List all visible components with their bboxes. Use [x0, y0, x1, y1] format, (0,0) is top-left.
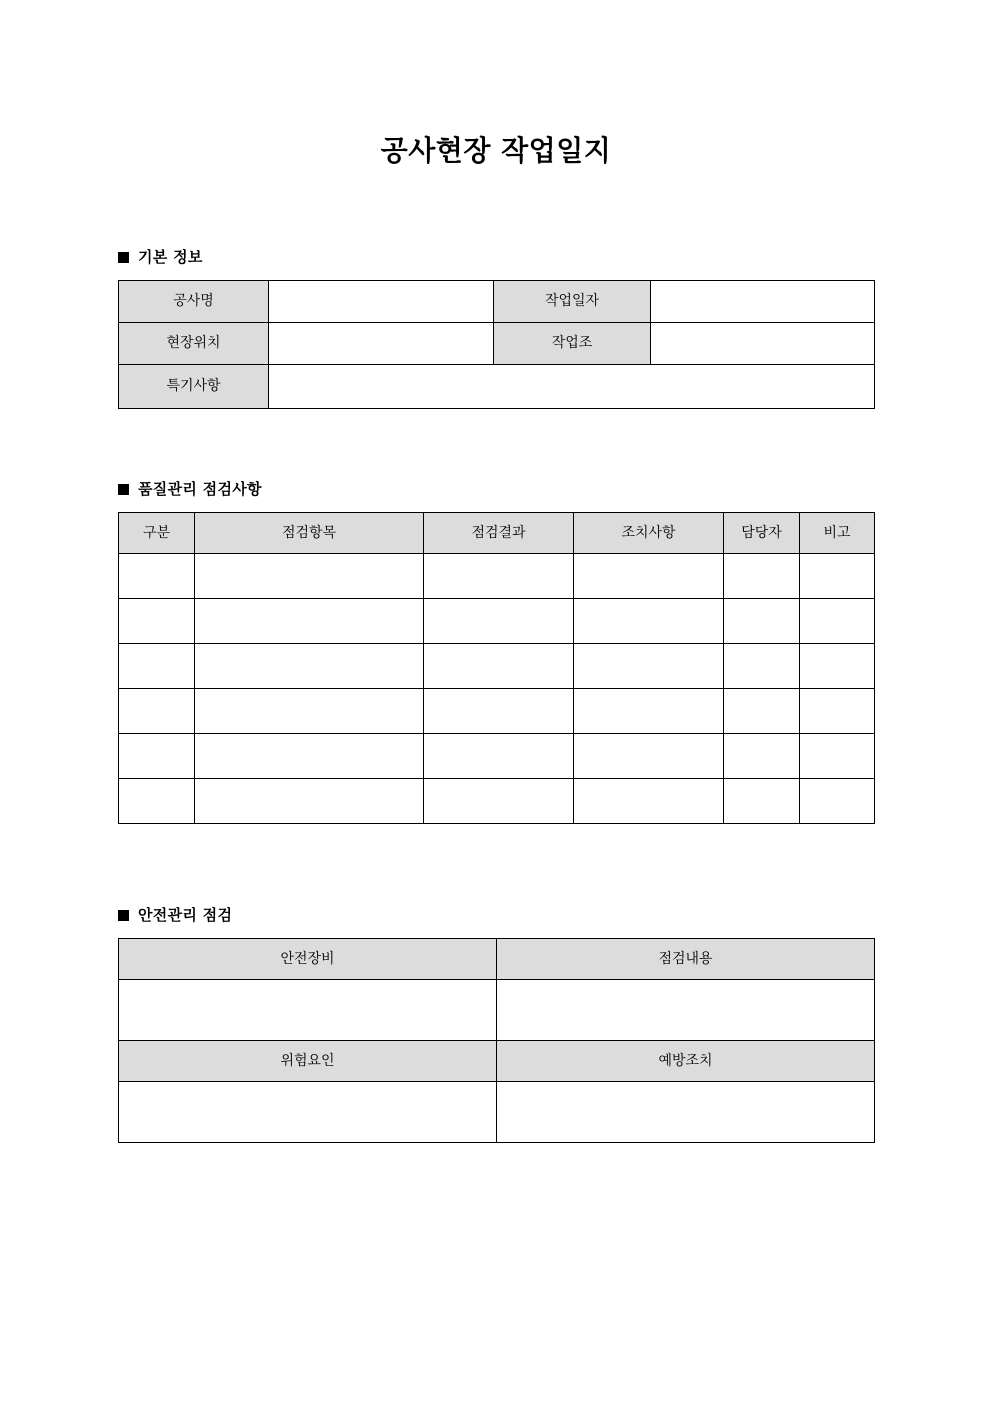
column-header-remarks: 비고: [800, 513, 875, 554]
page-title: 공사현장 작업일지: [380, 134, 612, 167]
cell-inspection-result[interactable]: [424, 734, 574, 779]
field-site-location[interactable]: [269, 323, 494, 365]
cell-person-in-charge[interactable]: [724, 734, 800, 779]
cell-person-in-charge[interactable]: [724, 599, 800, 644]
field-risk-factor[interactable]: [119, 1082, 497, 1143]
column-header-preventive-measure: 예방조치: [497, 1041, 875, 1082]
cell-inspection-item[interactable]: [195, 554, 424, 599]
cell-inspection-item[interactable]: [195, 689, 424, 734]
cell-inspection-result[interactable]: [424, 554, 574, 599]
cell-inspection-result[interactable]: [424, 689, 574, 734]
cell-action-taken[interactable]: [574, 779, 724, 824]
cell-inspection-result[interactable]: [424, 599, 574, 644]
quality-control-table: [118, 512, 875, 824]
table-header-row: [119, 1041, 875, 1082]
field-project-name[interactable]: [269, 281, 494, 323]
cell-remarks[interactable]: [800, 779, 875, 824]
column-header-safety-equipment: 안전장비: [119, 939, 497, 980]
section-bullet-icon: [118, 484, 129, 495]
table-header-row: [119, 939, 875, 980]
cell-category[interactable]: [119, 599, 195, 644]
table-row: [119, 689, 875, 734]
section-heading-basic-info: [118, 248, 874, 266]
column-header-inspection-content: 점검내용: [497, 939, 875, 980]
column-header-person-in-charge: 담당자: [724, 513, 800, 554]
cell-remarks[interactable]: [800, 599, 875, 644]
label-work-date: 작업일자: [494, 281, 651, 323]
column-header-category: 구분: [119, 513, 195, 554]
cell-category[interactable]: [119, 779, 195, 824]
field-work-crew[interactable]: [651, 323, 875, 365]
table-row: [119, 554, 875, 599]
section-heading-safety-management: [118, 906, 874, 924]
cell-inspection-item[interactable]: [195, 644, 424, 689]
table-row: [119, 734, 875, 779]
cell-inspection-result[interactable]: [424, 779, 574, 824]
column-header-action-taken: 조치사항: [574, 513, 724, 554]
cell-person-in-charge[interactable]: [724, 689, 800, 734]
table-row: [119, 1082, 875, 1143]
section-basic-info: [118, 248, 874, 409]
table-row: [119, 599, 875, 644]
column-header-inspection-item: 점검항목: [195, 513, 424, 554]
label-site-location: 현장위치: [119, 323, 269, 365]
cell-category[interactable]: [119, 554, 195, 599]
table-row: [119, 779, 875, 824]
label-work-crew: 작업조: [494, 323, 651, 365]
cell-person-in-charge[interactable]: [724, 554, 800, 599]
cell-inspection-item[interactable]: [195, 599, 424, 644]
cell-category[interactable]: [119, 734, 195, 779]
table-row: [119, 365, 875, 409]
table-row: [119, 281, 875, 323]
label-project-name: 공사명: [119, 281, 269, 323]
safety-management-table: [118, 938, 875, 1143]
column-header-inspection-result: 점검결과: [424, 513, 574, 554]
cell-inspection-result[interactable]: [424, 644, 574, 689]
cell-action-taken[interactable]: [574, 734, 724, 779]
cell-remarks[interactable]: [800, 554, 875, 599]
cell-person-in-charge[interactable]: [724, 779, 800, 824]
cell-action-taken[interactable]: [574, 644, 724, 689]
table-row: [119, 980, 875, 1041]
section-heading-quality-control: [118, 480, 874, 498]
cell-remarks[interactable]: [800, 734, 875, 779]
field-work-date[interactable]: [651, 281, 875, 323]
cell-inspection-item[interactable]: [195, 779, 424, 824]
cell-action-taken[interactable]: [574, 689, 724, 734]
cell-remarks[interactable]: [800, 689, 875, 734]
table-row: [119, 323, 875, 365]
section-bullet-icon: [118, 910, 129, 921]
table-row: [119, 644, 875, 689]
section-quality-control: [118, 480, 874, 824]
cell-action-taken[interactable]: [574, 599, 724, 644]
cell-category[interactable]: [119, 644, 195, 689]
section-heading-label: 기본 정보: [138, 248, 203, 266]
cell-action-taken[interactable]: [574, 554, 724, 599]
field-preventive-measure[interactable]: [497, 1082, 875, 1143]
section-heading-label: 안전관리 점검: [138, 906, 233, 924]
cell-remarks[interactable]: [800, 644, 875, 689]
field-safety-equipment[interactable]: [119, 980, 497, 1041]
section-safety-management: [118, 906, 874, 1143]
basic-info-table: [118, 280, 875, 409]
section-heading-label: 품질관리 점검사항: [138, 480, 262, 498]
field-inspection-content[interactable]: [497, 980, 875, 1041]
table-header-row: [119, 513, 875, 554]
section-bullet-icon: [118, 252, 129, 263]
cell-category[interactable]: [119, 689, 195, 734]
cell-inspection-item[interactable]: [195, 734, 424, 779]
cell-person-in-charge[interactable]: [724, 644, 800, 689]
label-special-notes: 특기사항: [119, 365, 269, 409]
column-header-risk-factor: 위험요인: [119, 1041, 497, 1082]
field-special-notes[interactable]: [269, 365, 875, 409]
